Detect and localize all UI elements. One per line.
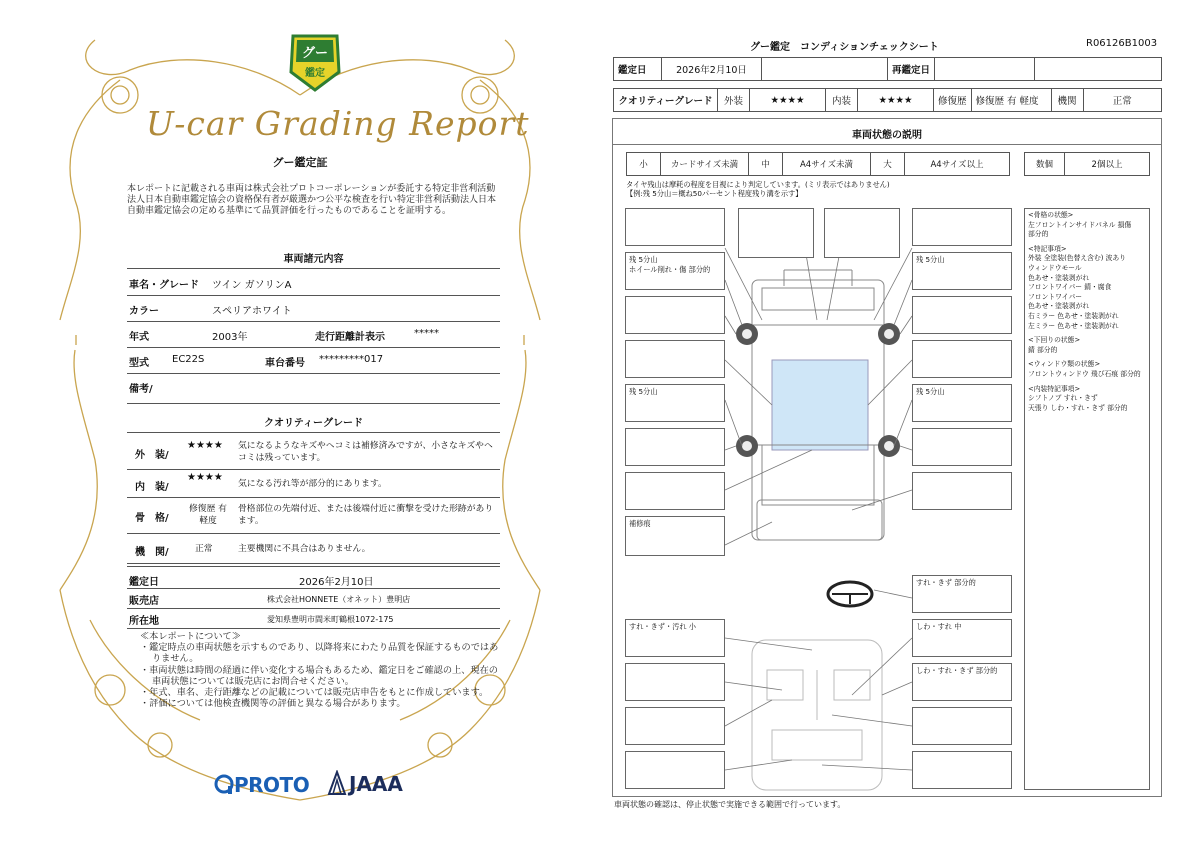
color-label: カラー xyxy=(129,306,159,317)
divider xyxy=(127,268,500,269)
size-small: 小 xyxy=(627,153,661,176)
size-mid: 中 xyxy=(749,153,783,176)
exterior-desc: 気になるようなキズやヘコミは補修済みですが、小さなキズやヘコミは残っています。 xyxy=(238,441,493,463)
size-legend-table xyxy=(626,152,1010,176)
damage-box xyxy=(912,707,1012,745)
report-script-title: U-car Grading Report xyxy=(146,104,530,143)
engine-label-right: 機関 xyxy=(1051,89,1083,112)
check-footer: 車両状態の確認は、停止状態で実施できる範囲で行っています。 xyxy=(614,800,846,809)
interior-left-box: すれ・きず・汚れ 小 xyxy=(625,619,725,657)
appraisal-date-value: 2026年2月10日 xyxy=(299,577,374,588)
damage-box xyxy=(824,208,900,258)
appraisal-date-label: 鑑定日 xyxy=(129,577,159,588)
year-value: 2003年 xyxy=(212,332,248,343)
interior-right-box-1: しわ・すれ 中 xyxy=(912,619,1012,657)
int-label: 内装 xyxy=(826,89,858,112)
engine-desc: 主要機関に不具合はありません。 xyxy=(238,544,371,554)
note-line: 部分的 xyxy=(1028,230,1049,239)
note-line: <内装特記事項> xyxy=(1028,384,1081,393)
note-line: 左ミラー 色あせ・塗装剥がれ xyxy=(1028,321,1119,330)
appraisal-date-row xyxy=(127,566,500,589)
note-item: ・評価については他検査機関等の評価と異なる場合があります。 xyxy=(140,698,406,710)
size-mid-desc: A4サイズ未満 xyxy=(783,153,871,176)
damage-box xyxy=(912,428,1012,466)
proto-logo-text: PROTO xyxy=(234,773,310,797)
quality-row-engine xyxy=(127,534,500,564)
steering-box: すれ・きず 部分的 xyxy=(912,575,1012,613)
tire-note-2: 【例:残 5分山＝概ね50パーセント程度残り溝を示す】 xyxy=(626,189,803,198)
damage-box xyxy=(625,707,725,745)
chassis-label: 車台番号 xyxy=(265,358,305,369)
note-line: <下回りの状態> xyxy=(1028,336,1081,345)
damage-box xyxy=(625,340,725,378)
report-notes xyxy=(140,631,500,709)
tire-front-right-box: 残 5分山 xyxy=(912,252,1012,290)
int-stars: ★★★★ xyxy=(858,89,934,112)
date-value: 2026年2月10日 xyxy=(662,58,762,81)
mileage-label: 走行距離計表示 xyxy=(315,332,385,343)
repair-label: 修復歴 xyxy=(934,89,972,112)
model-label: 型式 xyxy=(129,358,149,369)
repair-value: 修復歴 有 軽度 xyxy=(971,89,1051,112)
certificate-text: 本レポートに記載される車両は株式会社プロトコーポレーションが委託する特定非営利活動法人日本自動車鑑定協会の資格保有者が厳選かつ公平な検査を行い特定非営利活動法人日本自動車鑑定協会の定める基準にて品質評価を行ったものであることを証明する。 xyxy=(127,184,497,216)
note-line: 天張り しわ・すれ・きず 部分的 xyxy=(1028,403,1128,412)
damage-box xyxy=(912,208,1012,246)
interior-stars: ★★★★ xyxy=(187,472,223,483)
size-large: 大 xyxy=(871,153,905,176)
check-sheet-title: グー鑑定 コンディションチェックシート xyxy=(750,42,939,53)
note-line: <ウィンドウ類の状態> xyxy=(1028,360,1101,369)
name-value: ツイン ガソリンA xyxy=(212,280,292,291)
tire-front-left-box: 残 5分山 ホイール削れ・傷 部分的 xyxy=(625,252,725,290)
date-table xyxy=(613,57,1162,81)
engine-value: 正常 xyxy=(195,544,213,554)
damage-box xyxy=(738,208,814,258)
count-legend-table xyxy=(1024,152,1150,176)
note-line: 右ミラー 色あせ・塗装剥がれ xyxy=(1028,311,1119,320)
damage-box xyxy=(625,751,725,789)
model-value: EC22S xyxy=(172,354,205,365)
damage-box xyxy=(625,472,725,510)
note-item: ・車両状態は時間の経過に伴い変化する場合もあるため、鑑定日をご確認の上、現在の車両状態については販売店にお問合せください。 xyxy=(140,664,498,687)
redate-empty xyxy=(1035,58,1162,81)
size-small-desc: カードサイズ未満 xyxy=(661,153,749,176)
name-label: 車名・グレード xyxy=(129,280,199,291)
tire-rear-right-box: 残 5分山 xyxy=(912,384,1012,422)
spec-row-color xyxy=(127,296,500,322)
redate-value xyxy=(935,58,1035,81)
quality-row-interior xyxy=(127,470,500,498)
tire-note-1: タイヤ残山は摩耗の程度を目視により判定しています。(ミリ表示ではありません) xyxy=(626,180,890,189)
color-value: スペリアホワイト xyxy=(212,306,292,317)
damage-box xyxy=(625,663,725,701)
svg-text:グー: グー xyxy=(301,46,329,61)
dealer-row xyxy=(127,589,500,609)
quality-row-exterior xyxy=(127,434,500,470)
notes-title: ≪本レポートについて≫ xyxy=(140,631,241,642)
size-large-desc: A4サイズ以上 xyxy=(905,153,1010,176)
certificate-title: グー鑑定証 xyxy=(272,156,328,169)
damage-box xyxy=(912,472,1012,510)
note-line: 色あせ・塗装剥がれ xyxy=(1028,302,1090,311)
damage-box xyxy=(912,340,1012,378)
note-line: <骨格の状態> xyxy=(1028,211,1074,219)
jaaa-logo-icon xyxy=(327,770,347,796)
frame-value: 修復歴 有 軽度 xyxy=(189,504,227,526)
note-line: 錆 部分的 xyxy=(1028,345,1058,354)
interior-right-box-2: しわ・すれ・きず 部分的 xyxy=(912,663,1012,701)
grade-table xyxy=(613,88,1162,112)
date-empty xyxy=(762,58,888,81)
svg-text:鑑定: 鑑定 xyxy=(305,68,325,79)
grade-label: クオリティーグレード xyxy=(614,89,718,112)
note-line: フロントワイパー xyxy=(1028,292,1083,301)
quality-row-frame xyxy=(127,498,500,534)
tire-rear-left-box: 残 5分山 xyxy=(625,384,725,422)
frame-desc: 骨格部位の先端付近、または後端付近に衝撃を受けた形跡があります。 xyxy=(238,504,494,526)
note-line: フロントウィンドウ 飛び石痕 部分的 xyxy=(1028,369,1141,378)
engine-value-right: 正常 xyxy=(1083,89,1161,112)
note-line: フロントワイパー 錆・腐食 xyxy=(1028,283,1112,292)
size-count-desc: 2個以上 xyxy=(1065,153,1150,176)
exterior-stars: ★★★★ xyxy=(187,440,223,451)
spec-row-remarks xyxy=(127,374,500,404)
condition-notes xyxy=(1024,208,1150,790)
address-value: 愛知県豊明市間米町鶴根1072-175 xyxy=(267,615,394,624)
engine-label: 機 関/ xyxy=(135,547,169,558)
damage-box xyxy=(625,296,725,334)
note-line: 外装 全塗装(色替え含む) 波あり xyxy=(1028,254,1126,263)
sheet-code: R06126B1003 xyxy=(1086,38,1158,49)
ext-label: 外装 xyxy=(718,89,750,112)
note-line: ウィンドウモール xyxy=(1028,263,1082,272)
remarks-label: 備考/ xyxy=(129,384,153,395)
damage-box xyxy=(625,428,725,466)
redate-label: 再鑑定日 xyxy=(888,58,935,81)
rear-box: 補修痕 xyxy=(625,516,725,556)
damage-box xyxy=(625,208,725,246)
spec-row-model xyxy=(127,348,500,374)
spec-row-year xyxy=(127,322,500,348)
note-line: 左フロントインサイドパネル 損傷 xyxy=(1028,220,1132,229)
goo-appraisal-badge-icon xyxy=(287,32,343,94)
note-line: 色あせ・塗装剥がれ xyxy=(1028,273,1090,282)
date-label: 鑑定日 xyxy=(614,58,662,81)
address-row xyxy=(127,609,500,629)
proto-logo-icon xyxy=(214,773,234,795)
interior-label: 内 装/ xyxy=(135,482,169,493)
size-count: 数個 xyxy=(1025,153,1065,176)
year-label: 年式 xyxy=(129,332,149,343)
exterior-label: 外 装/ xyxy=(135,450,169,461)
address-label: 所在地 xyxy=(129,616,159,627)
jaaa-logo-text: JAAA xyxy=(349,772,403,796)
interior-desc: 気になる汚れ等が部分的にあります。 xyxy=(238,479,387,489)
damage-box xyxy=(912,296,1012,334)
quality-section-title: クオリティーグレード xyxy=(264,418,363,429)
dealer-label: 販売店 xyxy=(129,596,159,607)
note-line: シフトノブ すれ・きず xyxy=(1028,394,1098,403)
condition-title: 車両状態の説明 xyxy=(852,130,922,141)
frame-label: 骨 格/ xyxy=(135,513,169,524)
dealer-value: 株式会社HONNETE（オネット）豊明店 xyxy=(267,595,411,604)
spec-section-title: 車両諸元内容 xyxy=(283,254,344,265)
note-item: ・鑑定時点の車両状態を示すものであり、以降将来にわたり品質を保証するものではありません。 xyxy=(140,642,499,665)
mileage-value: ***** xyxy=(414,328,439,339)
spec-row-name xyxy=(127,270,500,296)
damage-box xyxy=(912,751,1012,789)
ext-stars: ★★★★ xyxy=(750,89,826,112)
note-item: ・年式、車名、走行距離などの記載については販売店申告をもとに作成しています。 xyxy=(140,687,489,699)
chassis-value: *********017 xyxy=(319,354,384,365)
divider xyxy=(127,432,500,433)
note-line: <特記事項> xyxy=(1028,244,1067,253)
